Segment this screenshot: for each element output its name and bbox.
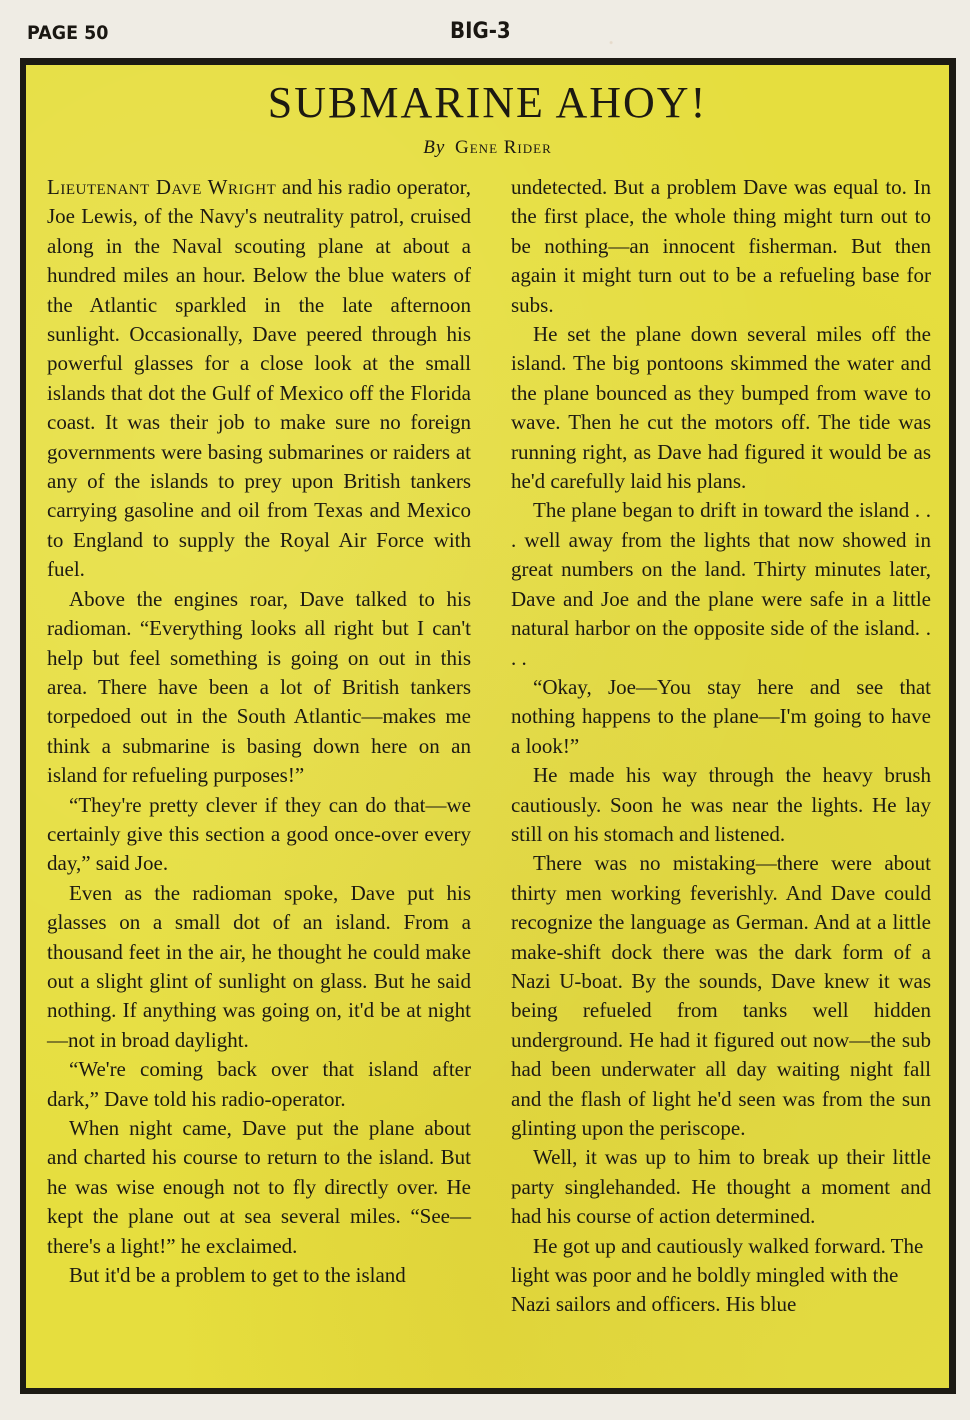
paragraph (47, 173, 471, 585)
paragraph: Well, it was up to him to break up their little party singlehanded. He thought a moment and had his course of action determined. (511, 1145, 931, 1229)
paragraph-text: and his radio operator, Joe Lewis, of the Navy's neutrality patrol, cruised along in the Naval scouting plane at about a hundred miles an hour. Below the blue waters of the Atlantic sparkled in the late afternoon sunlight. Occasionally, Dave peered through his powerful glasses for a close look at the small islands that dot the Gulf of Mexico off the Florida coast. It was their job to make sure no foreign governments were basing submarines or raiders at any of the islands to prey upon British tankers carrying gasoline and oil from Texas and Mexico to England to supply the Royal Air Force with fuel. (47, 175, 471, 582)
author-name: Gene Rider (455, 137, 552, 158)
paragraph: Even as the radioman spoke, Dave put his glasses on a small dot of an island. From a thousand feet in the air, he thought he could make out a slight glint of sunlight on glass. But he said nothing. If anything was going on, it'd be at night—not in broad daylight. (47, 880, 471, 1052)
page-number: PAGE 50 (27, 22, 109, 44)
magazine-name: BIG-3 (450, 19, 511, 44)
paragraph: When night came, Dave put the plane about and charted his course to return to the island. But he was wise enough not to fly directly over. He kept the plane out at sea several miles. “See—there's a light!” he exclaimed. (47, 1116, 471, 1258)
story-title: SUBMARINE AHOY! (267, 78, 708, 127)
right-column (511, 173, 931, 1320)
lead-caps: Lieutenant Dave Wright (47, 175, 277, 199)
paragraph: “We're coming back over that island after dark,” Dave told his radio-operator. (47, 1057, 471, 1111)
story-panel (20, 58, 956, 1394)
left-column (47, 173, 471, 1290)
page-header (0, 18, 970, 52)
paragraph: He got up and cautiously walked forward. The light was poor and he boldly mingled with the Nazi sailors and officers. His blue (511, 1233, 924, 1317)
paragraph: He set the plane down several miles off the island. The big pontoons skimmed the water and the plane bounced as they bumped from wave to wave. Then he cut the motors off. The tide was running right, as Dave had figured it would be as he'd carefully laid his plans. (511, 322, 931, 494)
paragraph-continuation: undetected. But a problem Dave was equal to. In the first place, the whole thing might turn out to be nothing—an innocent fisherman. But then again it might turn out to be a refueling base for subs. (511, 175, 931, 317)
paragraph: Above the engines roar, Dave talked to his radioman. “Everything looks all right but I can't help but feel something is going on out in this area. There have been a lot of British tankers torpedoed out in the South Atlantic—makes me think a submarine is basing down here on an island for refueling purposes!” (47, 586, 471, 788)
paragraph: The plane began to drift in toward the island . . . well away from the lights that now showed in great numbers on the land. Thirty minutes later, Dave and Joe and the plane were safe in a little natural harbor on the opposite side of the island. . . . (511, 498, 931, 670)
byline (26, 137, 949, 159)
paragraph: There was no mistaking—there were about thirty men working feverishly. And Dave could recognize the language as German. And at a little make-shift dock there was the dark form of a Nazi U-boat. By the sounds, Dave knew it was being refueled from tanks well hidden underground. He had it figured out now—the sub had been underwater all day waiting night fall and the flash of light he'd seen was from the sun glinting upon the periscope. (511, 851, 931, 1140)
paragraph: “They're pretty clever if they can do that—we certainly give this section a good once-over every day,” said Joe. (47, 792, 471, 876)
byline-prefix: By (423, 137, 446, 158)
paragraph: “Okay, Joe—You stay here and see that nothing happens to the plane—I'm going to have a look!” (511, 674, 931, 758)
paragraph: But it'd be a problem to get to the island (69, 1263, 406, 1288)
paragraph: He made his way through the heavy brush cautiously. Soon he was near the lights. He lay still on his stomach and listened. (511, 763, 931, 846)
